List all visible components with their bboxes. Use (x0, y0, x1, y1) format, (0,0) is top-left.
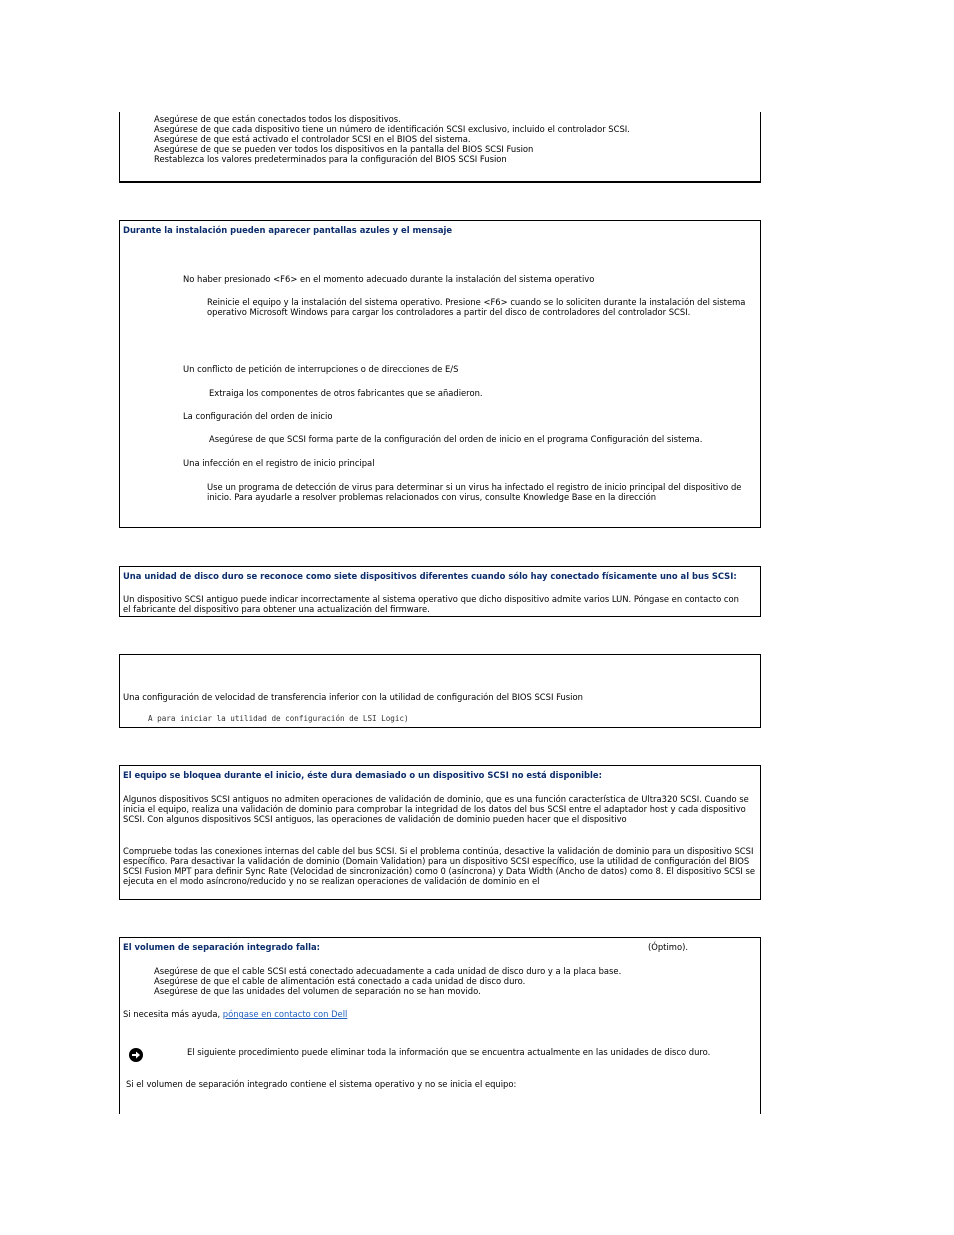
striped-volume-header: El volumen de separación integrado falla: (123, 942, 320, 952)
striped-volume-box (119, 937, 761, 1114)
notice-text: El siguiente procedimiento puede eliminar toda la información que se encuentra actualmente en las unidades de disco duro. (187, 1047, 711, 1057)
notice-icon (129, 1048, 143, 1062)
checklist-item: Asegúrese de que las unidades del volumen de separación no se han movido. (154, 986, 481, 996)
solution-irq: Extraiga los componentes de otros fabricantes que se añadieron. (209, 388, 483, 398)
transfer-rate-cause: Una configuración de velocidad de transferencia inferior con la utilidad de configuración del BIOS SCSI Fusion (123, 692, 583, 702)
help-line (123, 1009, 347, 1019)
cause-irq: Un conflicto de petición de interrupciones o de direcciones de E/S (183, 364, 459, 374)
checklist-box (119, 112, 761, 183)
checklist-item: Restablezca los valores predeterminados para la configuración del BIOS SCSI Fusion (154, 154, 507, 164)
boot-hang-para2: Compruebe todas las conexiones internas del cable del bus SCSI. Si el problema continúa, desactive la validación de dominio para un dispositivo SCSI específico. Para desactivar la validación de dominio (Domain Validation) para un dispositivo SCSI específico, use la utilidad de configuración del BIOS SCSI Fusion MPT para definir Sync Rate (Velocidad de sincronización) como 0 (asíncrona) y Data Width (Ancho de datos) como 8. El dispositivo SCSI se ejecuta en el modo asíncrono/reducido y no se realizan operaciones de validación de dominio en el (123, 846, 756, 886)
help-prefix: Si necesita más ayuda, (123, 1009, 223, 1019)
checklist-item: Asegúrese de que cada dispositivo tiene un número de identificación SCSI exclusivo, incluido el controlador SCSI. (154, 124, 630, 134)
boot-hang-header: El equipo se bloquea durante el inicio, éste dura demasiado o un dispositivo SCSI no está disponible: (123, 770, 602, 780)
solution-virus: Use un programa de detección de virus para determinar si un virus ha infectado el registro de inicio principal del dispositivo de inicio. Para ayudarle a resolver problemas relacionados con virus, consulte Knowledge Base en la dirección (207, 482, 742, 502)
contact-dell-link[interactable]: póngase en contacto con Dell (222, 1009, 348, 1019)
boot-failure-line: Si el volumen de separación integrado contiene el sistema operativo y no se inicia el equipo: (126, 1079, 517, 1089)
blue-screen-header: Durante la instalación pueden aparecer pantallas azules y el mensaje (123, 225, 453, 235)
checklist-item: Asegúrese de que se pueden ver todos los dispositivos en la pantalla del BIOS SCSI Fusion (154, 144, 534, 154)
blue-screen-box (119, 220, 761, 528)
cause-virus: Una infección en el registro de inicio principal (183, 458, 375, 468)
cause-boot-order: La configuración del orden de inicio (183, 411, 333, 421)
transfer-rate-box (119, 654, 761, 728)
boot-hang-box (119, 765, 761, 900)
solution-f6: Reinicie el equipo y la instalación del sistema operativo. Presione <F6> cuando se lo soliciten durante la instalación del sistema operativo Microsoft Windows para cargar los controladores a partir del disco de controladores del controlador SCSI. (207, 297, 746, 317)
seven-devices-header: Una unidad de disco duro se reconoce como siete dispositivos diferentes cuando sólo hay conectado físicamente uno al bus SCSI: (123, 571, 737, 581)
checklist-item: Asegúrese de que el cable de alimentación está conectado a cada unidad de disco duro. (154, 976, 526, 986)
solution-boot-order: Asegúrese de que SCSI forma parte de la configuración del orden de inicio en el programa Configuración del sistema. (209, 434, 703, 444)
striped-volume-status: (Óptimo). (648, 942, 688, 952)
seven-devices-box (119, 566, 761, 617)
transfer-rate-mono: A para iniciar la utilidad de configuración de LSI Logic) (148, 714, 409, 723)
checklist-item: Asegúrese de que está activado el controlador SCSI en el BIOS del sistema. (154, 134, 471, 144)
cause-f6: No haber presionado <F6> en el momento adecuado durante la instalación del sistema operativo (183, 274, 595, 284)
checklist-item: Asegúrese de que están conectados todos los dispositivos. (154, 114, 401, 124)
boot-hang-para1: Algunos dispositivos SCSI antiguos no admiten operaciones de validación de dominio, que es una función característica de Ultra320 SCSI. Cuando se inicia el equipo, realiza una validación de dominio para comprobar la integridad de los datos del bus SCSI entre el adaptador host y cada dispositivo SCSI. Con algunos dispositivos SCSI antiguos, las operaciones de validación de dominio pueden hacer que el dispositivo (123, 794, 749, 824)
checklist-item: Asegúrese de que el cable SCSI está conectado adecuadamente a cada unidad de disco duro y a la placa base. (154, 966, 622, 976)
seven-devices-body: Un dispositivo SCSI antiguo puede indicar incorrectamente al sistema operativo que dicho dispositivo admite varios LUN. Póngase en contacto con el fabricante del dispositivo para obtener una actualización del firmware. (123, 594, 739, 614)
